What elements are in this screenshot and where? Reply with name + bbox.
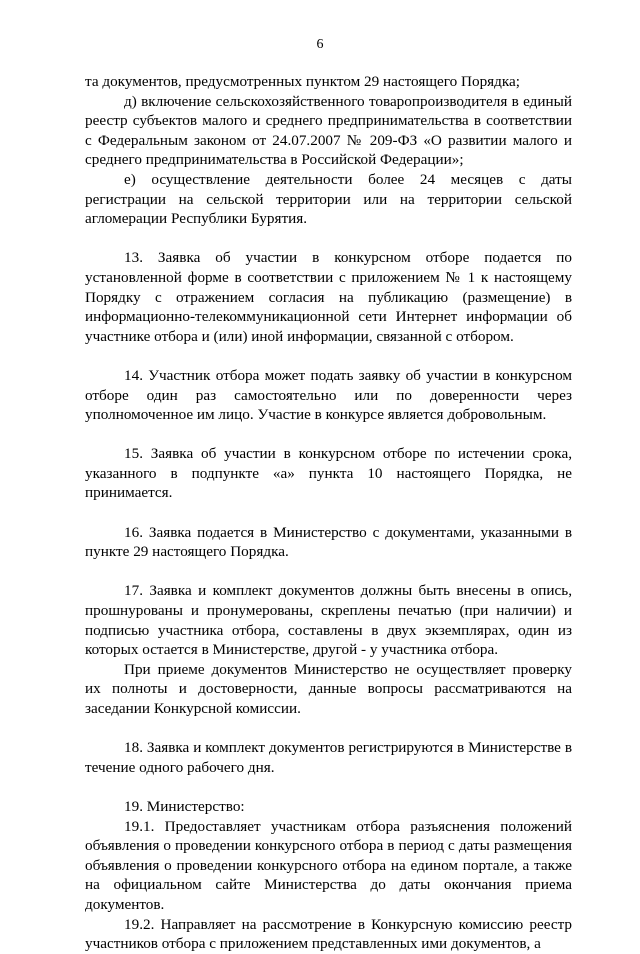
page-number: 6 bbox=[316, 37, 324, 52]
paragraph-19-1: 19.1. Предоставляет участникам отбора разъяснения положений объявления о проведении конкурсного отбора в период с даты размещения объявления о проведении конкурсного отбора на едином портале, а также на официальном сайте Министерства до даты окончания приема документов. bbox=[85, 817, 572, 913]
paragraph-17-note: При приеме документов Министерство не осуществляет проверку их полноты и достоверности, данные вопросы рассматриваются на заседании Конкурсной комиссии. bbox=[85, 660, 572, 717]
paragraph-18: 18. Заявка и комплект документов регистрируются в Министерстве в течение одного рабочего дня. bbox=[85, 739, 572, 776]
paragraph-13: 13. Заявка об участии в конкурсном отборе подается по установленной форме в соответствии с приложением № 1 к настоящему Порядку с отражением согласия на публикацию (размещение) в информационно-телекоммуникационной сети Интернет информации об участнике отбора и (или) иной информации, связанной с отбором. bbox=[85, 249, 572, 345]
paragraph-17: 17. Заявка и комплект документов должны быть внесены в опись, прошнурованы и пронумерованы, скреплены печатью (при наличии) и подписью участника отбора, составлены в двух экземплярах, один из которых остается в Министерстве, другой - у участника отбора. bbox=[85, 582, 572, 659]
paragraph-item-e: е) осуществление деятельности более 24 месяцев с даты регистрации на сельской территории или на территории сельской агломерации Республики Бурятия. bbox=[85, 170, 572, 228]
paragraph-15: 15. Заявка об участии в конкурсном отборе по истечении срока, указанного в подпункте «а» пункта 10 настоящего Порядка, не принимается. bbox=[85, 445, 572, 502]
paragraph-19: 19. Министерство: bbox=[124, 797, 245, 815]
paragraph-16: 16. Заявка подается в Министерство с документами, указанными в пункте 29 настоящего Порядка. bbox=[85, 523, 572, 561]
paragraph-14: 14. Участник отбора может подать заявку об участии в конкурсном отборе один раз самостоятельно или по доверенности через уполномоченное им лицо. Участие в конкурсе является добровольным. bbox=[85, 366, 572, 424]
paragraph-continuation: та документов, предусмотренных пунктом 29 настоящего Порядка; bbox=[85, 73, 520, 90]
document-body bbox=[85, 72, 572, 954]
paragraph-19-2: 19.2. Направляет на рассмотрение в Конкурсную комиссию реестр участников отбора с приложением представленных ими документов, а bbox=[85, 915, 572, 953]
paragraph-item-d: д) включение сельскохозяйственного товаропроизводителя в единый реестр субъектов малого и среднего предпринимательства в соответствии с Федеральным законом от 24.07.2007 № 209-ФЗ «О развитии малого и среднего предпринимательства в Российской Федерации»; bbox=[85, 92, 572, 169]
